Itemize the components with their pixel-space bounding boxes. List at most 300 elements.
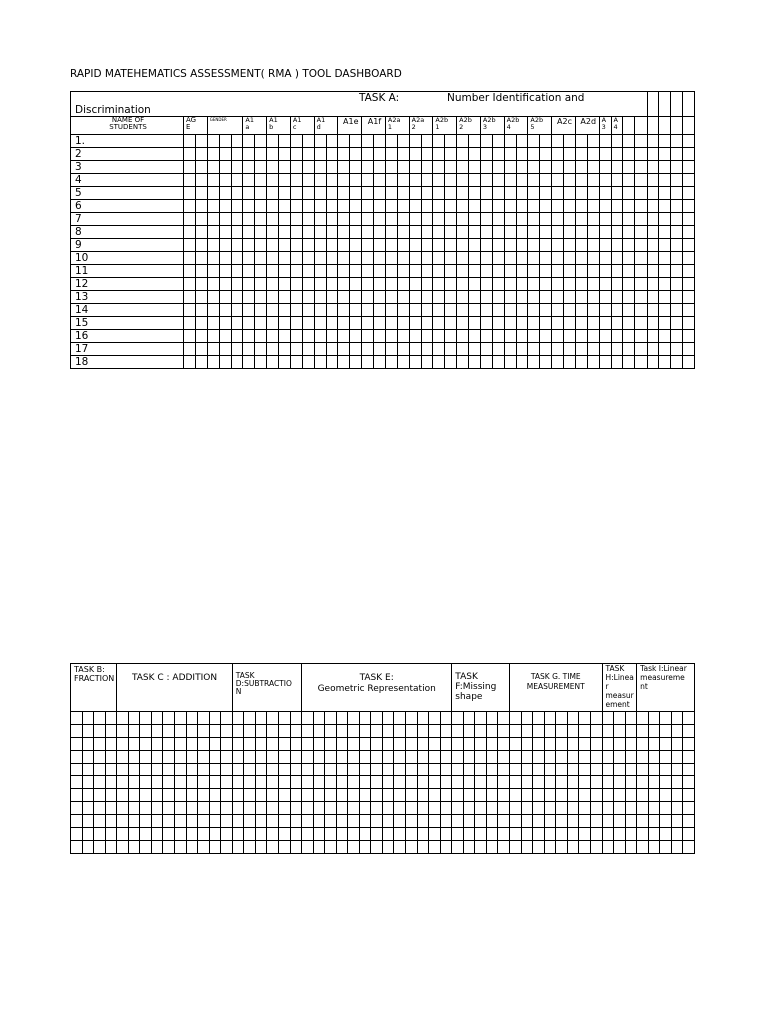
score-cell[interactable]: [371, 776, 383, 789]
score-cell[interactable]: [440, 712, 452, 725]
score-cell[interactable]: [480, 213, 492, 226]
score-cell[interactable]: [521, 828, 533, 841]
score-cell[interactable]: [417, 750, 429, 763]
score-cell[interactable]: [314, 226, 326, 239]
score-cell[interactable]: [174, 815, 186, 828]
score-cell[interactable]: [564, 213, 576, 226]
score-cell[interactable]: [611, 161, 623, 174]
score-cell[interactable]: [659, 356, 671, 369]
score-cell[interactable]: [587, 200, 599, 213]
score-cell[interactable]: [575, 226, 587, 239]
score-cell[interactable]: [244, 750, 256, 763]
score-cell[interactable]: [338, 174, 350, 187]
score-cell[interactable]: [504, 356, 516, 369]
score-cell[interactable]: [469, 239, 481, 252]
score-cell[interactable]: [463, 724, 475, 737]
score-cell[interactable]: [267, 828, 279, 841]
score-cell[interactable]: [382, 737, 394, 750]
score-cell[interactable]: [564, 174, 576, 187]
score-cell[interactable]: [486, 712, 498, 725]
score-cell[interactable]: [647, 174, 659, 187]
score-cell[interactable]: [533, 828, 545, 841]
score-cell[interactable]: [221, 712, 233, 725]
score-cell[interactable]: [394, 724, 406, 737]
score-cell[interactable]: [567, 828, 579, 841]
score-cell[interactable]: [552, 135, 564, 148]
score-cell[interactable]: [243, 161, 255, 174]
score-cell[interactable]: [371, 763, 383, 776]
score-cell[interactable]: [326, 304, 338, 317]
score-cell[interactable]: [409, 278, 421, 291]
score-cell[interactable]: [625, 828, 637, 841]
score-cell[interactable]: [614, 737, 626, 750]
score-cell[interactable]: [302, 278, 314, 291]
score-cell[interactable]: [163, 815, 175, 828]
score-cell[interactable]: [302, 187, 314, 200]
score-cell[interactable]: [421, 135, 433, 148]
score-cell[interactable]: [647, 187, 659, 200]
score-cell[interactable]: [469, 148, 481, 161]
score-cell[interactable]: [255, 265, 267, 278]
score-cell[interactable]: [683, 187, 695, 200]
score-cell[interactable]: [362, 330, 374, 343]
score-cell[interactable]: [198, 750, 210, 763]
score-cell[interactable]: [348, 750, 360, 763]
score-cell[interactable]: [528, 304, 540, 317]
score-cell[interactable]: [623, 356, 635, 369]
score-cell[interactable]: [209, 789, 221, 802]
score-cell[interactable]: [231, 252, 243, 265]
score-cell[interactable]: [533, 815, 545, 828]
score-cell[interactable]: [397, 187, 409, 200]
score-cell[interactable]: [374, 330, 386, 343]
score-cell[interactable]: [94, 737, 106, 750]
score-cell[interactable]: [290, 343, 302, 356]
score-cell[interactable]: [255, 776, 267, 789]
score-cell[interactable]: [348, 802, 360, 815]
score-cell[interactable]: [82, 815, 94, 828]
score-cell[interactable]: [440, 737, 452, 750]
score-cell[interactable]: [625, 712, 637, 725]
score-cell[interactable]: [647, 148, 659, 161]
score-cell[interactable]: [279, 252, 291, 265]
score-cell[interactable]: [445, 213, 457, 226]
score-cell[interactable]: [492, 135, 504, 148]
score-cell[interactable]: [590, 724, 602, 737]
score-cell[interactable]: [209, 763, 221, 776]
score-cell[interactable]: [516, 213, 528, 226]
score-cell[interactable]: [409, 135, 421, 148]
score-cell[interactable]: [140, 776, 152, 789]
score-cell[interactable]: [625, 802, 637, 815]
score-cell[interactable]: [394, 828, 406, 841]
score-cell[interactable]: [409, 226, 421, 239]
score-cell[interactable]: [209, 815, 221, 828]
score-cell[interactable]: [244, 737, 256, 750]
score-cell[interactable]: [207, 213, 219, 226]
score-cell[interactable]: [195, 161, 207, 174]
score-cell[interactable]: [480, 265, 492, 278]
score-cell[interactable]: [659, 161, 671, 174]
score-cell[interactable]: [325, 776, 337, 789]
score-cell[interactable]: [480, 317, 492, 330]
score-cell[interactable]: [359, 815, 371, 828]
score-cell[interactable]: [486, 724, 498, 737]
score-cell[interactable]: [267, 213, 279, 226]
score-cell[interactable]: [516, 304, 528, 317]
score-cell[interactable]: [302, 737, 314, 750]
score-cell[interactable]: [417, 789, 429, 802]
score-cell[interactable]: [623, 226, 635, 239]
score-cell[interactable]: [445, 239, 457, 252]
score-cell[interactable]: [278, 802, 290, 815]
score-cell[interactable]: [556, 763, 568, 776]
score-cell[interactable]: [544, 840, 556, 853]
score-cell[interactable]: [338, 278, 350, 291]
score-cell[interactable]: [221, 789, 233, 802]
score-cell[interactable]: [475, 815, 487, 828]
score-cell[interactable]: [463, 815, 475, 828]
score-cell[interactable]: [302, 291, 314, 304]
score-cell[interactable]: [302, 265, 314, 278]
score-cell[interactable]: [429, 737, 441, 750]
score-cell[interactable]: [219, 304, 231, 317]
score-cell[interactable]: [590, 776, 602, 789]
score-cell[interactable]: [267, 148, 279, 161]
score-cell[interactable]: [338, 187, 350, 200]
score-cell[interactable]: [556, 750, 568, 763]
score-cell[interactable]: [82, 789, 94, 802]
score-cell[interactable]: [105, 712, 117, 725]
score-cell[interactable]: [278, 712, 290, 725]
score-cell[interactable]: [313, 737, 325, 750]
score-cell[interactable]: [648, 802, 660, 815]
score-cell[interactable]: [498, 840, 510, 853]
score-cell[interactable]: [528, 187, 540, 200]
score-cell[interactable]: [528, 226, 540, 239]
score-cell[interactable]: [207, 135, 219, 148]
score-cell[interactable]: [348, 828, 360, 841]
score-cell[interactable]: [336, 840, 348, 853]
score-cell[interactable]: [374, 174, 386, 187]
score-cell[interactable]: [552, 356, 564, 369]
score-cell[interactable]: [421, 200, 433, 213]
score-cell[interactable]: [382, 763, 394, 776]
score-cell[interactable]: [195, 356, 207, 369]
score-cell[interactable]: [325, 789, 337, 802]
score-cell[interactable]: [475, 763, 487, 776]
score-cell[interactable]: [683, 161, 695, 174]
score-cell[interactable]: [564, 278, 576, 291]
score-cell[interactable]: [394, 789, 406, 802]
score-cell[interactable]: [186, 828, 198, 841]
score-cell[interactable]: [575, 278, 587, 291]
score-cell[interactable]: [362, 265, 374, 278]
score-cell[interactable]: [207, 304, 219, 317]
score-cell[interactable]: [648, 763, 660, 776]
score-cell[interactable]: [302, 135, 314, 148]
score-cell[interactable]: [374, 265, 386, 278]
score-cell[interactable]: [385, 213, 397, 226]
score-cell[interactable]: [243, 304, 255, 317]
score-cell[interactable]: [463, 763, 475, 776]
score-cell[interactable]: [267, 737, 279, 750]
score-cell[interactable]: [255, 840, 267, 853]
score-cell[interactable]: [290, 815, 302, 828]
score-cell[interactable]: [326, 213, 338, 226]
score-cell[interactable]: [564, 187, 576, 200]
score-cell[interactable]: [359, 789, 371, 802]
score-cell[interactable]: [429, 750, 441, 763]
score-cell[interactable]: [371, 724, 383, 737]
score-cell[interactable]: [195, 213, 207, 226]
score-cell[interactable]: [492, 317, 504, 330]
score-cell[interactable]: [564, 304, 576, 317]
score-cell[interactable]: [647, 135, 659, 148]
score-cell[interactable]: [385, 343, 397, 356]
score-cell[interactable]: [421, 304, 433, 317]
score-cell[interactable]: [599, 213, 611, 226]
score-cell[interactable]: [359, 737, 371, 750]
score-cell[interactable]: [575, 252, 587, 265]
score-cell[interactable]: [463, 840, 475, 853]
score-cell[interactable]: [521, 802, 533, 815]
score-cell[interactable]: [671, 174, 683, 187]
score-cell[interactable]: [374, 213, 386, 226]
score-cell[interactable]: [611, 291, 623, 304]
score-cell[interactable]: [552, 174, 564, 187]
score-cell[interactable]: [528, 330, 540, 343]
score-cell[interactable]: [599, 278, 611, 291]
score-cell[interactable]: [232, 763, 244, 776]
score-cell[interactable]: [279, 330, 291, 343]
score-cell[interactable]: [279, 343, 291, 356]
score-cell[interactable]: [374, 148, 386, 161]
score-cell[interactable]: [255, 750, 267, 763]
score-cell[interactable]: [184, 356, 196, 369]
score-cell[interactable]: [671, 712, 683, 725]
score-cell[interactable]: [492, 252, 504, 265]
score-cell[interactable]: [521, 712, 533, 725]
score-cell[interactable]: [350, 265, 362, 278]
score-cell[interactable]: [409, 148, 421, 161]
score-cell[interactable]: [486, 840, 498, 853]
score-cell[interactable]: [504, 252, 516, 265]
score-cell[interactable]: [313, 815, 325, 828]
score-cell[interactable]: [475, 712, 487, 725]
score-cell[interactable]: [117, 724, 129, 737]
score-cell[interactable]: [575, 213, 587, 226]
score-cell[interactable]: [336, 815, 348, 828]
score-cell[interactable]: [207, 174, 219, 187]
score-cell[interactable]: [140, 724, 152, 737]
score-cell[interactable]: [475, 802, 487, 815]
score-cell[interactable]: [151, 802, 163, 815]
score-cell[interactable]: [457, 174, 469, 187]
score-cell[interactable]: [302, 828, 314, 841]
score-cell[interactable]: [314, 135, 326, 148]
score-cell[interactable]: [521, 763, 533, 776]
score-cell[interactable]: [382, 712, 394, 725]
score-cell[interactable]: [362, 161, 374, 174]
score-cell[interactable]: [243, 356, 255, 369]
score-cell[interactable]: [198, 712, 210, 725]
score-cell[interactable]: [671, 252, 683, 265]
score-cell[interactable]: [290, 828, 302, 841]
score-cell[interactable]: [625, 789, 637, 802]
score-cell[interactable]: [151, 776, 163, 789]
score-cell[interactable]: [326, 226, 338, 239]
score-cell[interactable]: [599, 317, 611, 330]
score-cell[interactable]: [279, 187, 291, 200]
score-cell[interactable]: [209, 712, 221, 725]
score-cell[interactable]: [105, 828, 117, 841]
score-cell[interactable]: [587, 252, 599, 265]
score-cell[interactable]: [290, 776, 302, 789]
score-cell[interactable]: [544, 763, 556, 776]
score-cell[interactable]: [209, 828, 221, 841]
score-cell[interactable]: [480, 330, 492, 343]
score-cell[interactable]: [521, 815, 533, 828]
score-cell[interactable]: [671, 330, 683, 343]
score-cell[interactable]: [231, 239, 243, 252]
score-cell[interactable]: [452, 763, 464, 776]
score-cell[interactable]: [671, 750, 683, 763]
score-cell[interactable]: [385, 317, 397, 330]
score-cell[interactable]: [290, 330, 302, 343]
score-cell[interactable]: [255, 187, 267, 200]
score-cell[interactable]: [302, 239, 314, 252]
score-cell[interactable]: [243, 330, 255, 343]
score-cell[interactable]: [492, 278, 504, 291]
score-cell[interactable]: [480, 161, 492, 174]
score-cell[interactable]: [219, 174, 231, 187]
score-cell[interactable]: [417, 828, 429, 841]
score-cell[interactable]: [614, 776, 626, 789]
score-cell[interactable]: [602, 750, 614, 763]
score-cell[interactable]: [406, 789, 418, 802]
score-cell[interactable]: [480, 304, 492, 317]
score-cell[interactable]: [255, 200, 267, 213]
score-cell[interactable]: [326, 161, 338, 174]
score-cell[interactable]: [174, 763, 186, 776]
score-cell[interactable]: [457, 304, 469, 317]
score-cell[interactable]: [302, 200, 314, 213]
score-cell[interactable]: [219, 278, 231, 291]
score-cell[interactable]: [243, 187, 255, 200]
score-cell[interactable]: [599, 187, 611, 200]
score-cell[interactable]: [659, 265, 671, 278]
score-cell[interactable]: [540, 291, 552, 304]
score-cell[interactable]: [492, 213, 504, 226]
score-cell[interactable]: [556, 724, 568, 737]
score-cell[interactable]: [452, 815, 464, 828]
score-cell[interactable]: [279, 226, 291, 239]
score-cell[interactable]: [267, 840, 279, 853]
score-cell[interactable]: [590, 789, 602, 802]
score-cell[interactable]: [290, 763, 302, 776]
score-cell[interactable]: [544, 802, 556, 815]
score-cell[interactable]: [128, 840, 140, 853]
score-cell[interactable]: [255, 737, 267, 750]
score-cell[interactable]: [587, 135, 599, 148]
score-cell[interactable]: [406, 802, 418, 815]
score-cell[interactable]: [117, 815, 129, 828]
score-cell[interactable]: [516, 343, 528, 356]
score-cell[interactable]: [278, 828, 290, 841]
score-cell[interactable]: [382, 750, 394, 763]
score-cell[interactable]: [528, 200, 540, 213]
score-cell[interactable]: [326, 252, 338, 265]
score-cell[interactable]: [647, 356, 659, 369]
score-cell[interactable]: [528, 343, 540, 356]
score-cell[interactable]: [382, 828, 394, 841]
score-cell[interactable]: [637, 776, 649, 789]
score-cell[interactable]: [528, 265, 540, 278]
score-cell[interactable]: [469, 356, 481, 369]
score-cell[interactable]: [683, 213, 695, 226]
score-cell[interactable]: [350, 304, 362, 317]
score-cell[interactable]: [374, 187, 386, 200]
score-cell[interactable]: [504, 161, 516, 174]
score-cell[interactable]: [625, 737, 637, 750]
score-cell[interactable]: [429, 763, 441, 776]
score-cell[interactable]: [174, 776, 186, 789]
score-cell[interactable]: [521, 750, 533, 763]
score-cell[interactable]: [433, 174, 445, 187]
score-cell[interactable]: [232, 776, 244, 789]
score-cell[interactable]: [575, 174, 587, 187]
score-cell[interactable]: [94, 763, 106, 776]
score-cell[interactable]: [469, 330, 481, 343]
score-cell[interactable]: [602, 737, 614, 750]
score-cell[interactable]: [279, 174, 291, 187]
score-cell[interactable]: [397, 265, 409, 278]
score-cell[interactable]: [660, 815, 672, 828]
score-cell[interactable]: [498, 750, 510, 763]
score-cell[interactable]: [406, 840, 418, 853]
score-cell[interactable]: [313, 763, 325, 776]
score-cell[interactable]: [660, 763, 672, 776]
score-cell[interactable]: [556, 776, 568, 789]
score-cell[interactable]: [198, 789, 210, 802]
score-cell[interactable]: [207, 200, 219, 213]
score-cell[interactable]: [647, 343, 659, 356]
score-cell[interactable]: [313, 712, 325, 725]
score-cell[interactable]: [564, 135, 576, 148]
score-cell[interactable]: [231, 356, 243, 369]
score-cell[interactable]: [302, 226, 314, 239]
score-cell[interactable]: [421, 343, 433, 356]
score-cell[interactable]: [243, 226, 255, 239]
score-cell[interactable]: [336, 724, 348, 737]
score-cell[interactable]: [371, 828, 383, 841]
score-cell[interactable]: [94, 776, 106, 789]
score-cell[interactable]: [567, 712, 579, 725]
score-cell[interactable]: [671, 265, 683, 278]
score-cell[interactable]: [267, 265, 279, 278]
score-cell[interactable]: [267, 789, 279, 802]
score-cell[interactable]: [232, 712, 244, 725]
score-cell[interactable]: [290, 161, 302, 174]
score-cell[interactable]: [533, 776, 545, 789]
score-cell[interactable]: [207, 187, 219, 200]
score-cell[interactable]: [314, 200, 326, 213]
score-cell[interactable]: [371, 789, 383, 802]
score-cell[interactable]: [429, 712, 441, 725]
score-cell[interactable]: [504, 213, 516, 226]
score-cell[interactable]: [417, 840, 429, 853]
